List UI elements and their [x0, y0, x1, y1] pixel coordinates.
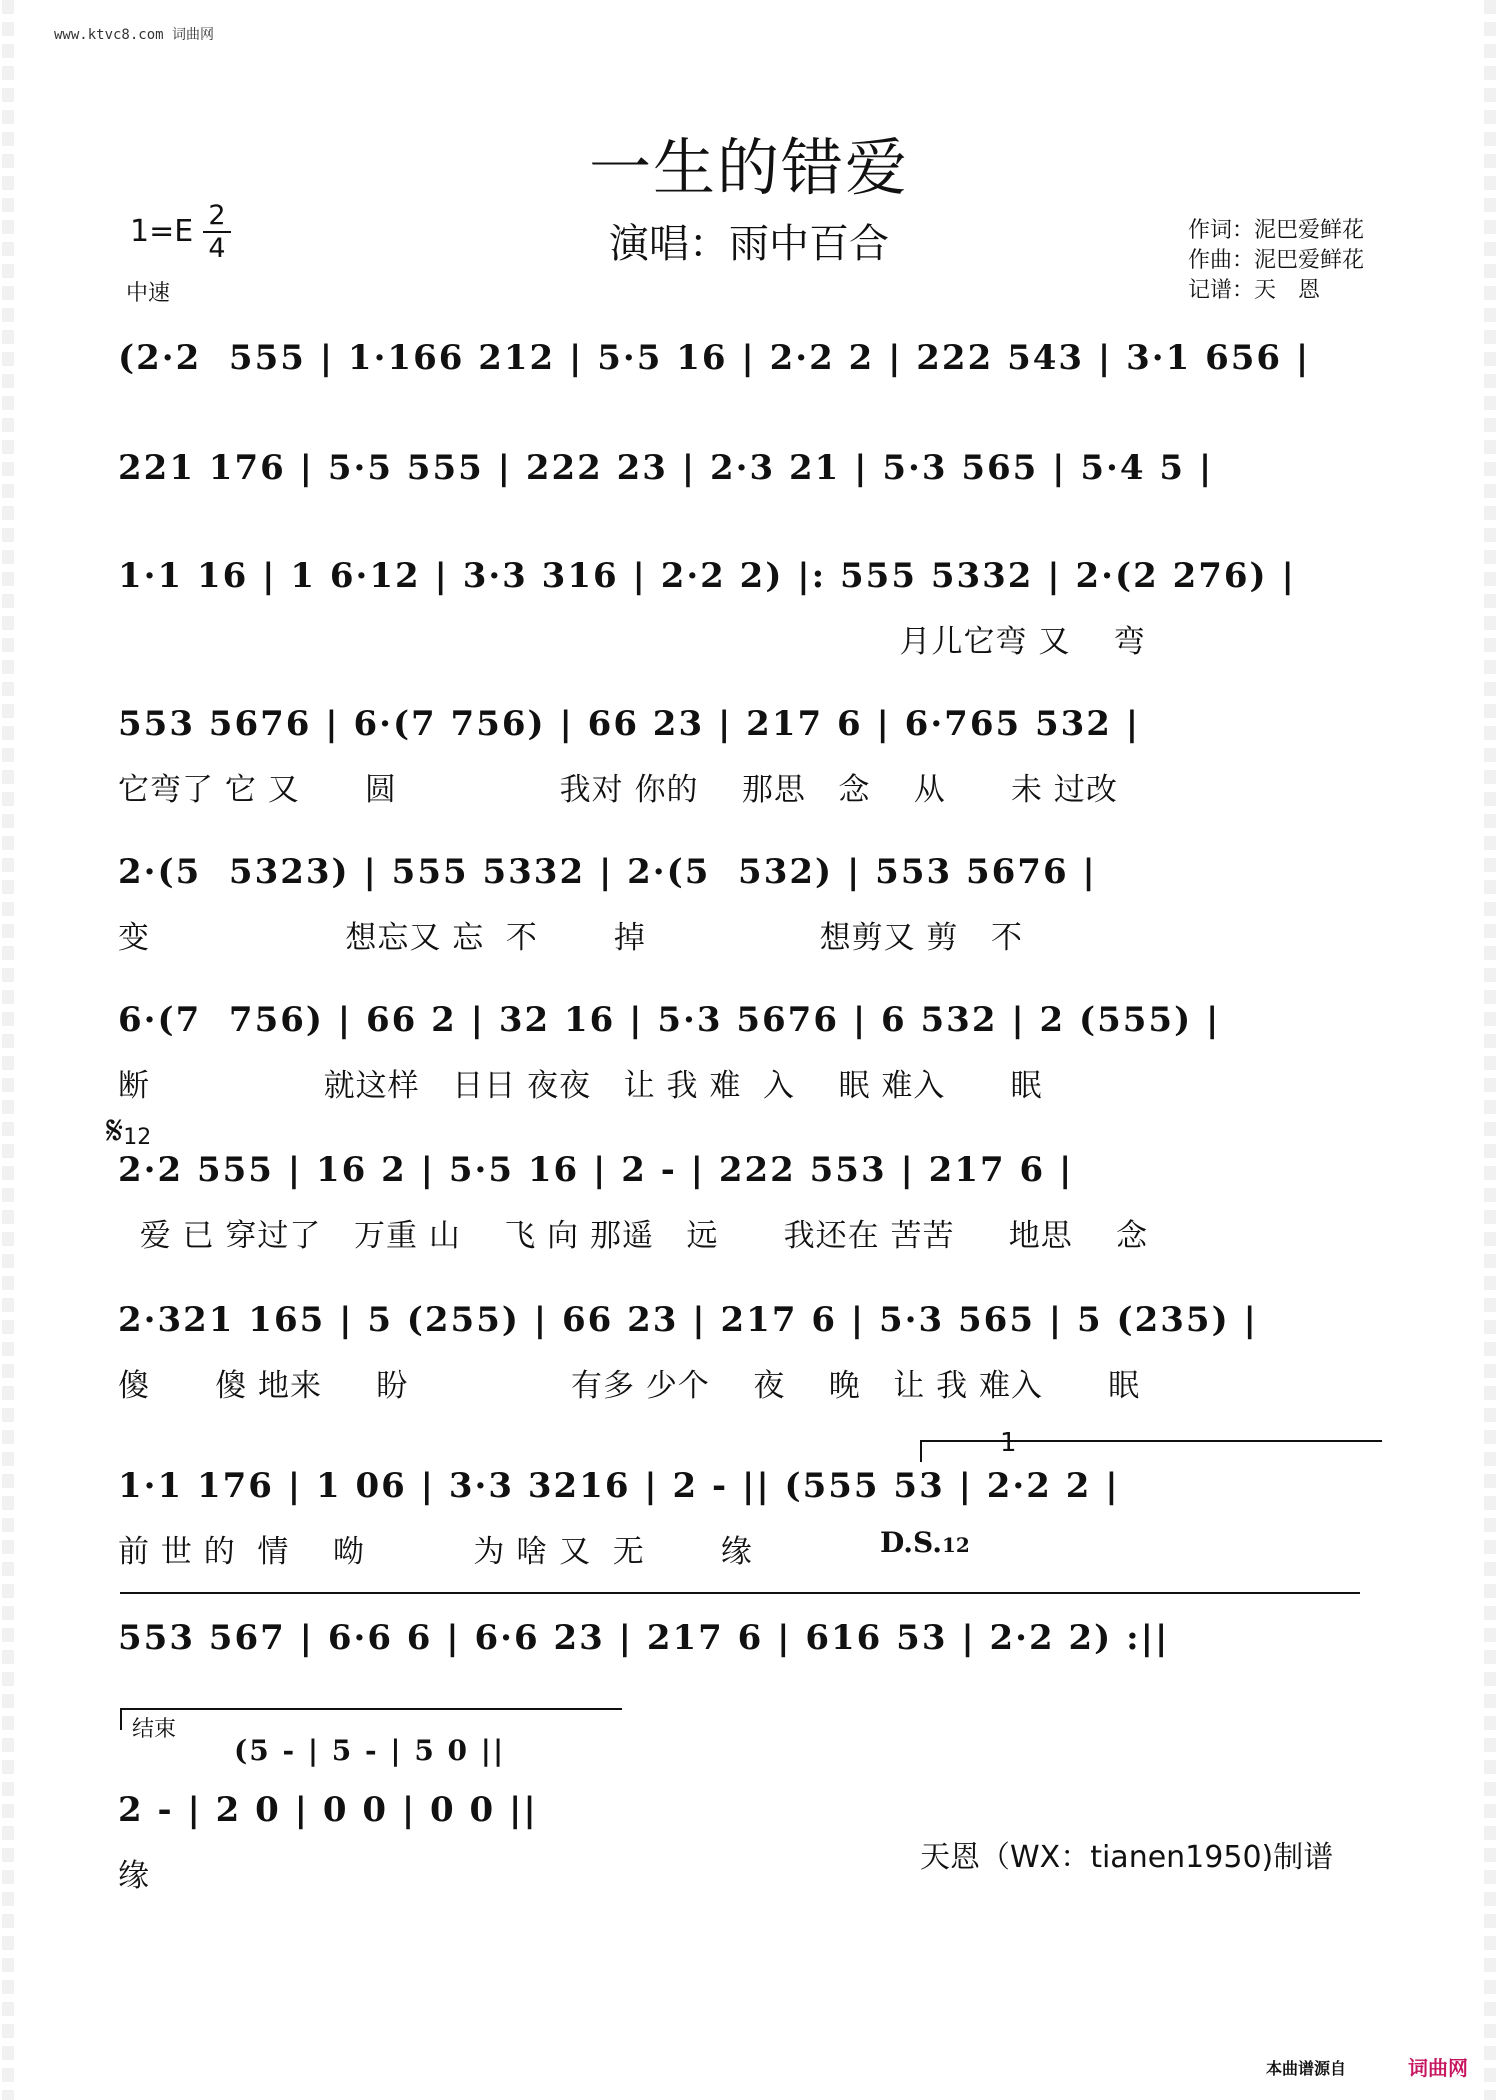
score-system-8	[118, 1300, 1380, 1404]
score-system-7	[118, 1150, 1380, 1254]
notes-row: 2·(5 5323) | 555 5332 | 2·(5 532) | 553 5676 |	[118, 852, 1097, 892]
notes-row: 2·2 555 | 16 2 | 5·5 16 | 2 - | 222 553 | 217 6 |	[118, 1150, 1074, 1190]
credits	[1188, 216, 1364, 306]
first-ending-number: 1	[1000, 1428, 1017, 1458]
lyrics-row: 月儿它弯 又 弯	[118, 624, 1146, 660]
lyrics-row: 傻 傻 地来 盼 有多 少个 夜 晚 让 我 难入 眠	[118, 1368, 1141, 1404]
footer-site-logo[interactable]: 词曲网	[1408, 2056, 1468, 2080]
key-signature: 1=E	[130, 214, 194, 249]
ending-bracket	[120, 1708, 622, 1730]
tempo-marking: 中速	[126, 281, 171, 306]
site-url: www.ktvc8.com 词曲网	[54, 27, 215, 43]
ds-number: 12	[942, 1533, 970, 1557]
score-system-2	[118, 448, 1380, 488]
score-system-4	[118, 704, 1380, 808]
singer-line: 演唱：雨中百合	[609, 221, 889, 267]
lyrics-row: 它弯了 它 又 圆 我对 你的 那思 念 从 未 过改	[118, 772, 1118, 808]
score-system-6	[118, 1000, 1380, 1104]
dal-segno-mark	[880, 1526, 970, 1559]
notes-row: 1·1 16 | 1 6·12 | 3·3 316 | 2·2 2) |: 555 5332 | 2·(2 276) |	[118, 556, 1296, 596]
ending-upper-notes: (5 - | 5 - | 5 0 ||	[234, 1734, 506, 1767]
lyrics-row: 缘	[118, 1858, 150, 1894]
song-title: 一生的错爱	[588, 131, 909, 204]
ending-label: 结束	[132, 1717, 177, 1742]
score-system-5	[118, 852, 1380, 956]
time-signature	[203, 200, 231, 264]
ds-text: D.S.	[880, 1526, 943, 1559]
right-watermark-strip	[1484, 0, 1496, 2100]
composer-credit: 作曲：泥巴爱鲜花	[1188, 248, 1365, 273]
transcriber-credit: 天恩（WX：tianen1950)制谱	[920, 1840, 1334, 1875]
time-signature-top: 2	[208, 200, 226, 231]
first-ending-bracket	[920, 1440, 1382, 1462]
notes-row: 1·1 176 | 1 06 | 3·3 3216 | 2 - || (555 53 | 2·2 2 |	[118, 1466, 1120, 1506]
repeat-span-line	[120, 1592, 1360, 1594]
lyrics-row: 前 世 的 情 呦 为 啥 又 无 缘	[118, 1534, 753, 1570]
notes-row: 6·(7 756) | 66 2 | 32 16 | 5·3 5676 | 6 532 | 2 (555) |	[118, 1000, 1221, 1040]
notes-row: 2 - | 2 0 | 0 0 | 0 0 ||	[118, 1790, 538, 1830]
lyrics-row: 变 想忘又 忘 不 掉 想剪又 剪 不	[118, 920, 1023, 956]
left-watermark-strip	[2, 0, 14, 2100]
time-signature-bottom: 4	[203, 231, 231, 264]
notator-credit: 记谱：天 恩	[1188, 278, 1321, 303]
footer-source-text: 本曲谱源自	[1266, 2059, 1347, 2078]
notes-row: 553 567 | 6·6 6 | 6·6 23 | 217 6 | 616 53 | 2·2 2) :||	[118, 1618, 1170, 1658]
notes-row: (2·2 555 | 1·166 212 | 5·5 16 | 2·2 2 | 222 543 | 3·1 656 |	[118, 338, 1311, 378]
score-system-1	[118, 338, 1380, 378]
segno-number: 12	[123, 1125, 152, 1150]
lyrics-row: 爱 已 穿过了 万重 山 飞 向 那遥 远 我还在 苦苦 地思 念	[118, 1218, 1149, 1254]
lyricist-credit: 作词：泥巴爱鲜花	[1188, 218, 1365, 243]
notes-row: 553 5676 | 6·(7 756) | 66 23 | 217 6 | 6·765 532 |	[118, 704, 1141, 744]
score-system-3	[118, 556, 1380, 660]
lyrics-row: 断 就这样 日日 夜夜 让 我 难 入 眠 难入 眠	[118, 1068, 1043, 1104]
notes-row: 2·321 165 | 5 (255) | 66 23 | 217 6 | 5·3 565 | 5 (235) |	[118, 1300, 1258, 1340]
notes-row: 221 176 | 5·5 555 | 222 23 | 2·3 21 | 5·3 565 | 5·4 5 |	[118, 448, 1214, 488]
score-system-10	[118, 1618, 1380, 1658]
segno-sign: 𝄋12	[106, 1108, 152, 1154]
